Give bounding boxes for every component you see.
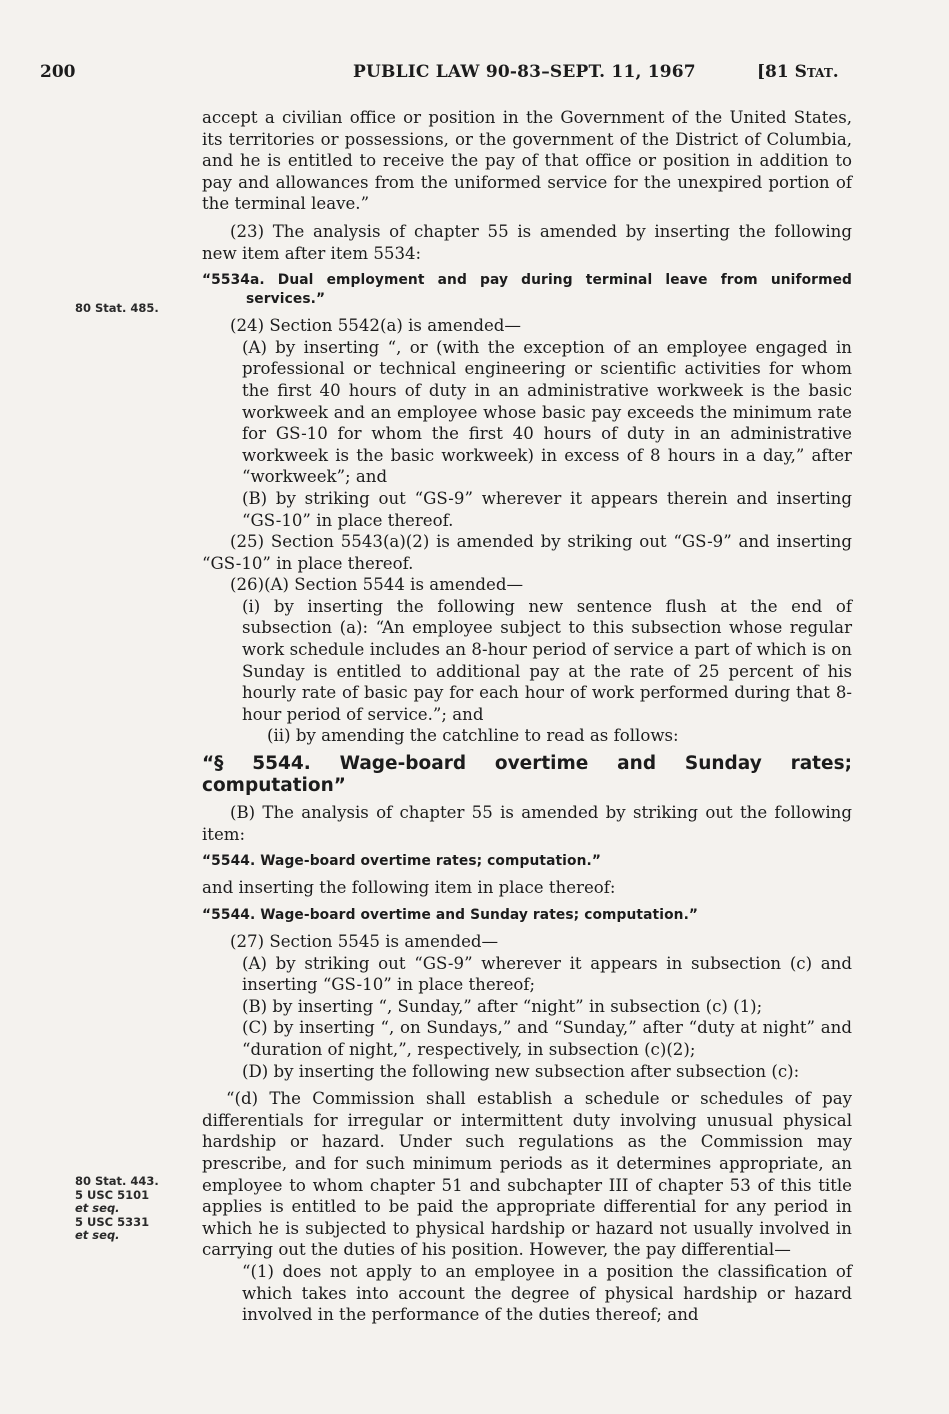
paragraph: (25) Section 5543(a)(2) is amended by striking out “GS-9” and inserting “GS-10” in place thereof. [202,532,852,573]
main-text [202,107,852,1326]
section-catchline: “§ 5544. Wage-board overtime and Sunday rates; computation” [202,753,852,796]
running-head: PUBLIC LAW 90-83–SEPT. 11, 1967 [353,62,696,82]
paragraph: (A) by inserting “, or (with the exception of an employee engaged in professional or technical engineering or scientific activities for whom the first 40 hours of duty in an administrative workweek is the basic workweek and an employee whose basic pay exceeds the minimum rate for GS-10 for whom the first 40 hours of duty in an administrative workweek is the basic workweek) in excess of 8 hours in a day,” after “workweek”; and [242,337,852,487]
analysis-item: “5544. Wage-board overtime and Sunday rates; computation.” [202,907,699,923]
margin-note-line: 80 Stat. 443. [75,1174,159,1188]
paragraph: accept a civilian office or position in the Government of the United States, its territories or possessions, or the government of the District of Columbia, and he is entitled to receive the pay of that office or position in addition to pay and allowances from the uniformed service for the unexpired portion of the terminal leave.” [202,108,852,214]
margin-note-2 [75,1175,159,1243]
paragraph: (B) The analysis of chapter 55 is amended by striking out the following item: [202,803,852,844]
paragraph: (A) by striking out “GS-9” wherever it appears in subsection (c) and inserting “GS-10” in place thereof; [242,953,852,995]
paragraph: (ii) by amending the catchline to read as follows: [267,726,679,746]
paragraph: “(1) does not apply to an employee in a position the classification of which takes into account the degree of physical hardship or hazard involved in the performance of the duties thereof; and [242,1261,852,1325]
paragraph: (26)(A) Section 5544 is amended— [230,575,524,595]
analysis-item: “5544. Wage-board overtime rates; computation.” [202,853,602,870]
page-number: 200 [40,62,76,82]
analysis-item: “5534a. Dual employment and pay during terminal leave from uniformed services.” [202,272,852,308]
paragraph: and inserting the following item in place thereof: [202,878,616,898]
paragraph: (24) Section 5542(a) is amended— [230,316,521,336]
paragraph: (27) Section 5545 is amended— [230,932,499,951]
margin-note-line: 5 USC 5331 [75,1214,150,1229]
stat-label: Stat. [794,62,839,82]
stat-reference [757,62,839,82]
paragraph: (B) by striking out “GS-9” wherever it appears therein and inserting “GS-10” in place thereof. [242,488,852,530]
paragraph: (23) The analysis of chapter 55 is amended by inserting the following new item after item 5534: [202,221,852,263]
margin-note-line: et seq. [75,1201,120,1215]
stat-prefix: [81 [757,62,795,82]
margin-note-1: 80 Stat. 485. [75,301,159,315]
paragraph: (C) by inserting “, on Sundays,” and “Sunday,” after “duty at night” and “duration of night,”, respectively, in subsection (c)(2); [242,1018,852,1059]
margin-note-line: et seq. [75,1228,120,1242]
paragraph: (i) by inserting the following new sentence flush at the end of subsection (a): “An employee subject to this subsection whose regular work schedule includes an 8-hour period of service a part of which is on Sunday is entitled to additional pay at the rate of 25 percent of his hourly rate of basic pay for each hour of work performed during that 8-hour period of service.”; and [242,596,852,724]
paragraph: “(d) The Commission shall establish a schedule or schedules of pay differentials for irregular or intermittent duty involving unusual physical hardship or hazard. Under such regulations as the Commission may prescribe, and for such minimum periods as it determines appropriate, an employee to whom chapter 51 and subchapter III of chapter 53 of this title applies is entitled to be paid the appropriate differential for any period in which he is subjected to physical hardship or hazard not usually involved in carrying out the duties of his position. However, the pay differential— [202,1089,852,1260]
paragraph: (B) by inserting “, Sunday,” after “night” in subsection (c) (1); [242,996,763,1016]
margin-note-line: 5 USC 5101 [75,1187,150,1202]
paragraph: (D) by inserting the following new subsection after subsection (c): [242,1061,800,1081]
